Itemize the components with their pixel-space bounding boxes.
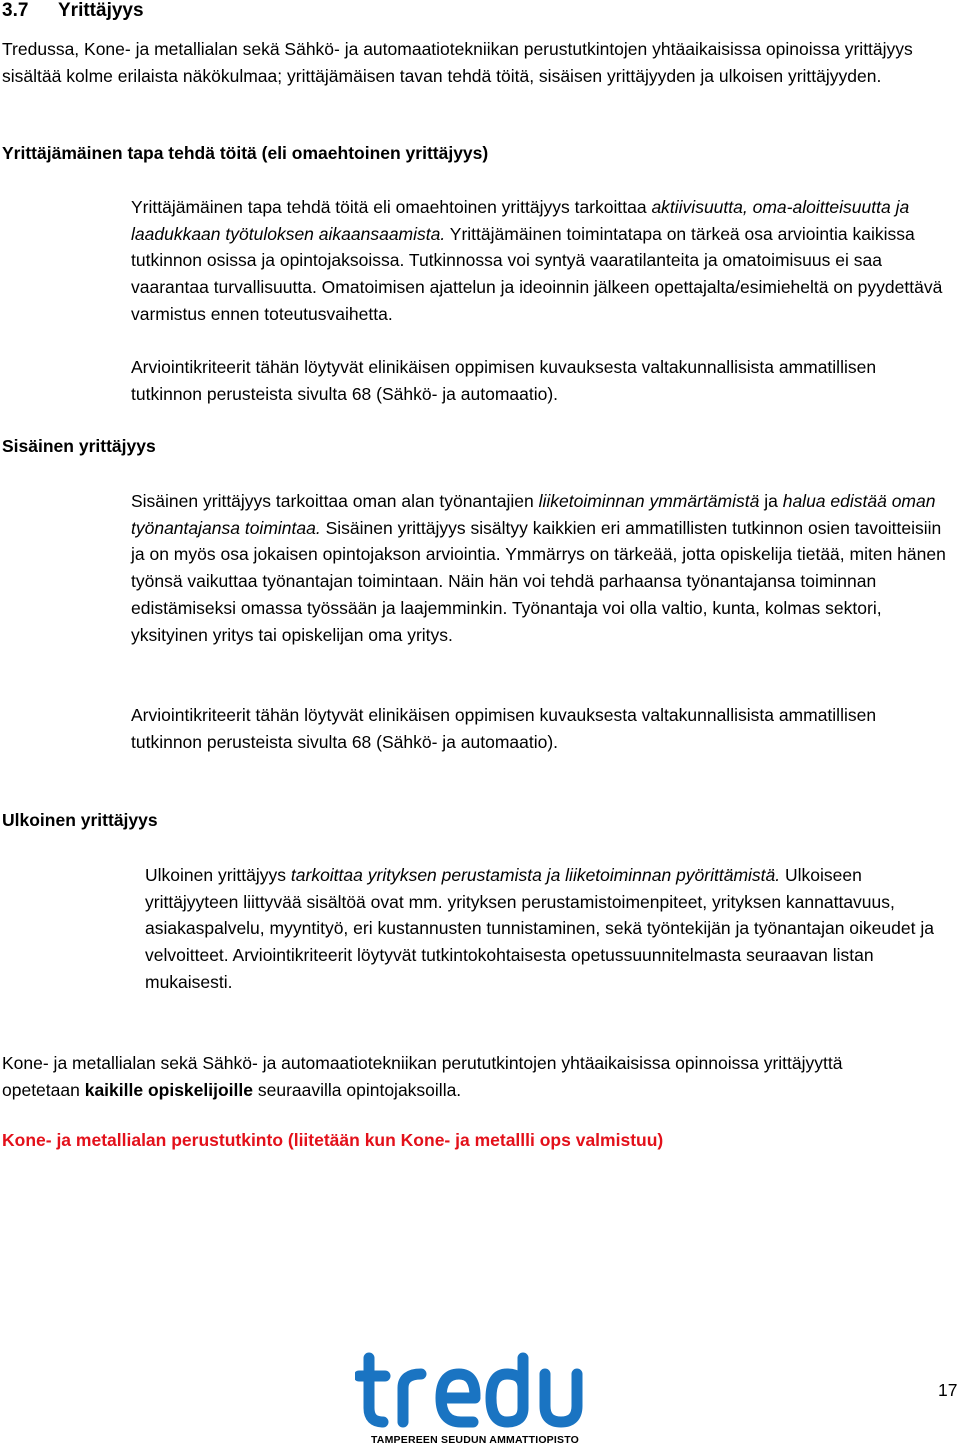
page-number: 17 [938, 1380, 958, 1400]
yrittajamainen-criteria: Arviointikriteerit tähän löytyvät elinikäisen oppimisen kuvauksesta valtakunnallisista ammatillisen tutkinnon perusteista sivulta 68 (Sähkö- ja automaatio). [131, 357, 877, 404]
bold-text: kaikille opiskelijoille [84, 1079, 253, 1100]
text-run: Sisäinen yrittäjyys sisältyy kaikkien eri ammatillisten tutkinnon osien tavoitteisiin ja on myös osa jokaisen opintojakson arviointia. Ymmärrys on tärkeää, jotta opiskelija tietää, miten hänen työnsä vaikuttaa työnantajan toimintaan. Näin hän voi tehdä parhaansa työnantajansa toiminnan edistämiseksi omassa työssään ja laajemminkin. Työnantaja voi olla valtio, kunta, kolmas sektori, yksityinen yritys tai opiskelijan oma yritys. [131, 517, 946, 645]
section-number: 3.7 [2, 0, 29, 21]
emphasis-text: aktiivisuutta, oma-aloitteisuutta ja laadukkaan työtuloksen aikaansaamista. [131, 197, 910, 244]
text-run: Ulkoinen yrittäjyys [145, 865, 291, 885]
ulkoinen-paragraph [145, 862, 945, 996]
section-title: Yrittäjyys [58, 0, 144, 21]
emphasis-text: tarkoittaa yrityksen perustamista ja liiketoiminnan pyörittämistä. [290, 865, 781, 885]
text-run: Ulkoiseen yrittäjyyteen liittyvää sisältöä ovat mm. yrityksen perustamistoimenpiteet, yrityksen kannattavuus, asiakaspalvelu, myyntityö, eri kustannusten tunnistaminen, sekä työntekijän ja työnantajan oikeudet ja velvoitteet. Arviointikriteerit löytyvät tutkintokohtaisesta opetussuunnitelmasta seuraavan listan mukaisesti. [145, 865, 934, 992]
logo-subtitle: TAMPEREEN SEUDUN AMMATTIOPISTO [370, 1434, 580, 1446]
yrittajamainen-heading: Yrittäjämäinen tapa tehdä töitä (eli omaehtoinen yrittäjyys) [2, 143, 489, 163]
text-run: Kone- ja metallialan sekä Sähkö- ja automaatiotekniikan perututkintojen yhtäaikaisissa opinnoissa yrittäjyyttä opetetaan [2, 1053, 843, 1100]
red-heading: Kone- ja metallialan perustutkinto (liitetään kun Kone- ja metallli ops valmistuu) [2, 1130, 664, 1150]
text-run: Yrittäjämäinen tapa tehdä töitä eli omaehtoinen yrittäjyys tarkoittaa [131, 197, 652, 217]
tredu-logo [355, 1350, 595, 1448]
closing-paragraph [2, 1050, 902, 1103]
sisainen-criteria: Arviointikriteerit tähän löytyvät elinikäisen oppimisen kuvauksesta valtakunnallisista ammatillisen tutkinnon perusteista sivulta 68 (Sähkö- ja automaatio). [131, 705, 877, 752]
intro-paragraph: Tredussa, Kone- ja metallialan sekä Sähkö- ja automaatiotekniikan perustutkintojen yhtäaikaisissa opinoissa yrittäjyys sisältää kolme erilaista näkökulmaa; yrittäjämäisen tavan tehdä töitä, sisäisen yrittäjyyden ja ulkoisen yrittäjyyden. [2, 39, 913, 86]
ulkoinen-heading: Ulkoinen yrittäjyys [2, 810, 158, 830]
text-run: ja [759, 491, 783, 511]
text-run: Yrittäjämäinen toimintatapa on tärkeä osa arviointia kaikissa tutkinnon osissa ja opintojaksoissa. Tutkinnossa voi syntyä vaaratilanteita ja omatoimisuus ei saa vaarantaa turvallisuutta. Omatoimisen ajattelun ja ideoinnin jälkeen opettajalta/esimieheltä on pyydettävä varmistus ennen toteutusvaihetta. [131, 223, 943, 324]
emphasis-text: liiketoiminnan ymmärtämistä [538, 491, 760, 511]
text-run: Sisäinen yrittäjyys tarkoittaa oman alan työnantajien [131, 491, 539, 511]
tredu-logo-graphic [355, 1350, 595, 1448]
sisainen-paragraph [131, 488, 951, 648]
text-run: seuraavilla opintojaksoilla. [253, 1079, 462, 1100]
section-heading [2, 0, 144, 22]
sisainen-heading: Sisäinen yrittäjyys [2, 436, 156, 456]
emphasis-text: halua edistää oman työnantajansa toimintaa. [131, 491, 936, 538]
yrittajamainen-paragraph [131, 194, 951, 328]
